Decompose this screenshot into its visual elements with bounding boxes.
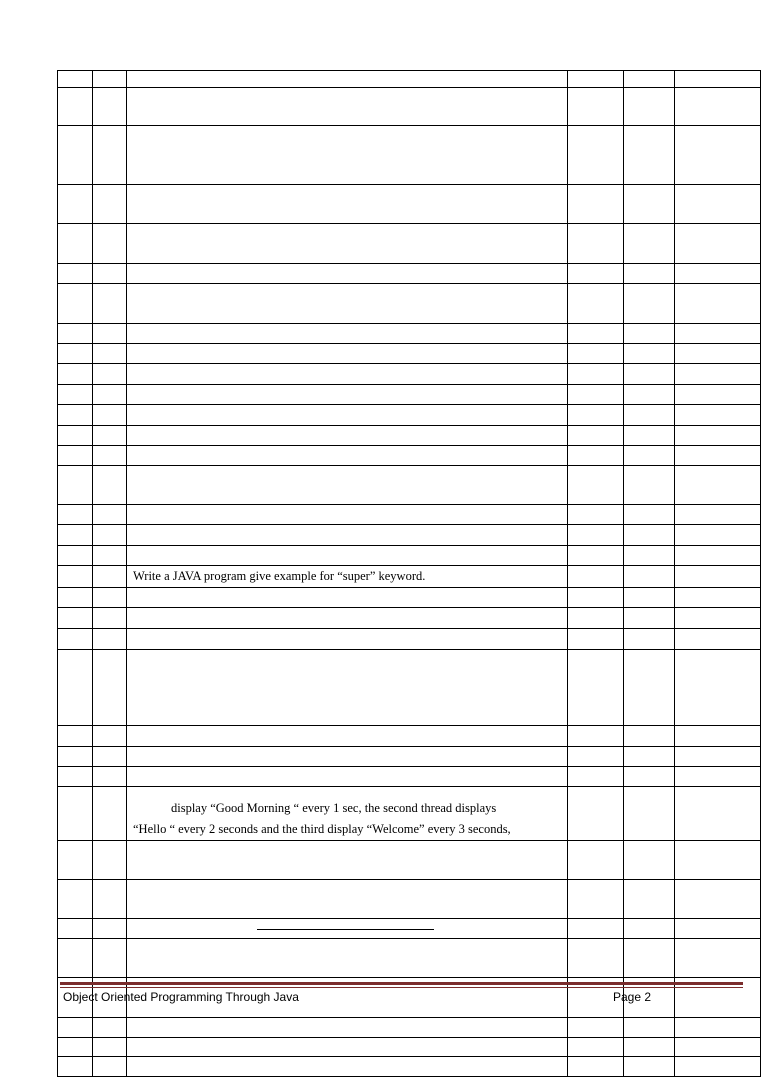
week-cell xyxy=(93,71,127,88)
date-cell xyxy=(568,566,624,588)
table-row xyxy=(58,841,761,880)
remarks-cell xyxy=(675,608,761,629)
remarks-cell xyxy=(675,284,761,324)
footer-rule xyxy=(60,982,743,985)
date-cell xyxy=(568,650,624,726)
page-cell xyxy=(624,919,675,939)
description-cell xyxy=(127,767,568,787)
remarks-cell xyxy=(675,566,761,588)
date-cell xyxy=(568,405,624,426)
page-cell xyxy=(624,426,675,446)
remarks-cell xyxy=(675,939,761,978)
page-cell xyxy=(624,126,675,185)
table-row xyxy=(58,629,761,650)
week-cell xyxy=(93,88,127,126)
description-cell xyxy=(127,126,568,185)
remarks-cell xyxy=(675,264,761,284)
page-cell xyxy=(624,185,675,224)
remarks-cell xyxy=(675,919,761,939)
date-cell xyxy=(568,1038,624,1057)
description-cell xyxy=(127,787,568,841)
sno-cell xyxy=(58,224,93,264)
table-row xyxy=(58,1038,761,1057)
sno-cell xyxy=(58,588,93,608)
date-cell xyxy=(568,546,624,566)
week-cell xyxy=(93,344,127,364)
page-cell xyxy=(624,767,675,787)
table-row xyxy=(58,185,761,224)
remarks-cell xyxy=(675,126,761,185)
week-cell xyxy=(93,767,127,787)
page-cell xyxy=(624,939,675,978)
remarks-cell xyxy=(675,841,761,880)
remarks-cell xyxy=(675,364,761,385)
week-cell xyxy=(93,1057,127,1077)
table-row xyxy=(58,284,761,324)
week-cell xyxy=(93,466,127,505)
description-cell xyxy=(127,88,568,126)
date-cell xyxy=(568,88,624,126)
description-cell xyxy=(127,1018,568,1038)
table-row xyxy=(58,405,761,426)
page-cell xyxy=(624,588,675,608)
table-row xyxy=(58,1018,761,1038)
sno-cell xyxy=(58,939,93,978)
page-cell xyxy=(624,88,675,126)
description-cell xyxy=(127,324,568,344)
description-cell xyxy=(127,505,568,525)
week-cell xyxy=(93,284,127,324)
date-cell xyxy=(568,525,624,546)
date-cell xyxy=(568,726,624,747)
table-row xyxy=(58,880,761,919)
page-cell xyxy=(624,841,675,880)
remarks-cell xyxy=(675,1018,761,1038)
page-cell xyxy=(624,224,675,264)
description-cell xyxy=(127,566,568,588)
description-cell xyxy=(127,726,568,747)
remarks-cell xyxy=(675,324,761,344)
date-cell xyxy=(568,364,624,385)
sno-cell xyxy=(58,71,93,88)
page-cell xyxy=(624,629,675,650)
description-cell xyxy=(127,608,568,629)
date-cell xyxy=(568,284,624,324)
week-cell xyxy=(93,726,127,747)
date-cell xyxy=(568,344,624,364)
page-cell xyxy=(624,446,675,466)
table-row xyxy=(58,505,761,525)
page-cell xyxy=(624,525,675,546)
week-cell xyxy=(93,364,127,385)
remarks-cell xyxy=(675,426,761,446)
week-cell xyxy=(93,525,127,546)
description-cell xyxy=(127,405,568,426)
date-cell xyxy=(568,767,624,787)
table-row xyxy=(58,224,761,264)
week-cell xyxy=(93,939,127,978)
sno-cell xyxy=(58,629,93,650)
page-cell xyxy=(624,650,675,726)
remarks-cell xyxy=(675,1057,761,1077)
week-cell xyxy=(93,566,127,588)
description-cell xyxy=(127,224,568,264)
table-row xyxy=(58,608,761,629)
date-cell xyxy=(568,1018,624,1038)
table-row xyxy=(58,324,761,344)
remarks-cell xyxy=(675,224,761,264)
sno-cell xyxy=(58,880,93,919)
date-cell xyxy=(568,1057,624,1077)
table-row xyxy=(58,364,761,385)
description-cell xyxy=(127,650,568,726)
date-cell xyxy=(568,71,624,88)
page-cell xyxy=(624,1018,675,1038)
sno-cell xyxy=(58,284,93,324)
remarks-cell xyxy=(675,344,761,364)
table-row xyxy=(58,426,761,446)
remarks-cell xyxy=(675,588,761,608)
table-row xyxy=(58,446,761,466)
remarks-cell xyxy=(675,88,761,126)
description-cell xyxy=(127,284,568,324)
sno-cell xyxy=(58,608,93,629)
page-cell xyxy=(624,747,675,767)
page-cell xyxy=(624,71,675,88)
sno-cell xyxy=(58,787,93,841)
description-cell xyxy=(127,264,568,284)
page-cell xyxy=(624,1057,675,1077)
table-row xyxy=(58,767,761,787)
table-row xyxy=(58,264,761,284)
remarks-cell xyxy=(675,650,761,726)
footer-course-title: Object Oriented Programming Through Java xyxy=(63,990,299,1004)
week-cell xyxy=(93,324,127,344)
description-cell xyxy=(127,71,568,88)
table-row xyxy=(58,71,761,88)
page-cell xyxy=(624,364,675,385)
week-cell xyxy=(93,787,127,841)
page-cell xyxy=(624,546,675,566)
table-row xyxy=(58,566,761,588)
sno-cell xyxy=(58,505,93,525)
page-cell xyxy=(624,324,675,344)
footer-rule-thin xyxy=(60,987,743,988)
description-cell xyxy=(127,1057,568,1077)
week-cell xyxy=(93,224,127,264)
date-cell xyxy=(568,505,624,525)
table-row xyxy=(58,525,761,546)
page-cell xyxy=(624,566,675,588)
week-cell xyxy=(93,505,127,525)
description-cell xyxy=(127,364,568,385)
description-cell xyxy=(127,841,568,880)
week-cell xyxy=(93,446,127,466)
description-cell xyxy=(127,426,568,446)
date-cell xyxy=(568,608,624,629)
week-cell xyxy=(93,588,127,608)
date-cell xyxy=(568,880,624,919)
remarks-cell xyxy=(675,525,761,546)
sno-cell xyxy=(58,466,93,505)
remarks-cell xyxy=(675,466,761,505)
blank-underline xyxy=(257,929,434,930)
description-cell xyxy=(127,446,568,466)
week-cell xyxy=(93,841,127,880)
remarks-cell xyxy=(675,767,761,787)
remarks-cell xyxy=(675,629,761,650)
week-cell xyxy=(93,264,127,284)
description-cell xyxy=(127,629,568,650)
week-cell xyxy=(93,185,127,224)
week-cell xyxy=(93,546,127,566)
remarks-cell xyxy=(675,880,761,919)
date-cell xyxy=(568,224,624,264)
remarks-cell xyxy=(675,385,761,405)
date-cell xyxy=(568,264,624,284)
sno-cell xyxy=(58,546,93,566)
table-row xyxy=(58,726,761,747)
sno-cell xyxy=(58,747,93,767)
description-cell xyxy=(127,880,568,919)
date-cell xyxy=(568,787,624,841)
sno-cell xyxy=(58,566,93,588)
description-cell xyxy=(127,344,568,364)
page-cell xyxy=(624,1038,675,1057)
table-row xyxy=(58,466,761,505)
page-cell xyxy=(624,505,675,525)
date-cell xyxy=(568,446,624,466)
sno-cell xyxy=(58,650,93,726)
footer-page-number: Page 2 xyxy=(613,990,652,1004)
task-thread-line-2: “Hello “ every 2 seconds and the third display “Welcome” every 3 seconds, xyxy=(133,822,511,836)
page-cell xyxy=(624,385,675,405)
week-cell xyxy=(93,880,127,919)
sno-cell xyxy=(58,264,93,284)
remarks-cell xyxy=(675,71,761,88)
sno-cell xyxy=(58,385,93,405)
table-row xyxy=(58,787,761,841)
sno-cell xyxy=(58,405,93,426)
week-cell xyxy=(93,650,127,726)
week-cell xyxy=(93,385,127,405)
sno-cell xyxy=(58,1057,93,1077)
sno-cell xyxy=(58,841,93,880)
date-cell xyxy=(568,919,624,939)
sno-cell xyxy=(58,1038,93,1057)
sno-cell xyxy=(58,344,93,364)
date-cell xyxy=(568,126,624,185)
sno-cell xyxy=(58,88,93,126)
sno-cell xyxy=(58,525,93,546)
date-cell xyxy=(568,747,624,767)
date-cell xyxy=(568,841,624,880)
page-cell xyxy=(624,405,675,426)
task-thread-line-1: display “Good Morning “ every 1 sec, the second thread displays xyxy=(171,801,497,815)
table-row xyxy=(58,747,761,767)
sno-cell xyxy=(58,446,93,466)
sno-cell xyxy=(58,126,93,185)
description-cell xyxy=(127,525,568,546)
page-cell xyxy=(624,726,675,747)
date-cell xyxy=(568,588,624,608)
week-cell xyxy=(93,608,127,629)
experiment-list-table xyxy=(57,70,761,1077)
page-cell xyxy=(624,608,675,629)
table-row xyxy=(58,588,761,608)
remarks-cell xyxy=(675,405,761,426)
page-cell xyxy=(624,344,675,364)
task-super-keyword: Write a JAVA program give example for “super” keyword. xyxy=(133,569,426,583)
table-row xyxy=(58,650,761,726)
description-cell xyxy=(127,466,568,505)
description-cell xyxy=(127,185,568,224)
remarks-cell xyxy=(675,505,761,525)
week-cell xyxy=(93,1038,127,1057)
page-cell xyxy=(624,880,675,919)
page-cell xyxy=(624,466,675,505)
description-cell xyxy=(127,588,568,608)
remarks-cell xyxy=(675,1038,761,1057)
date-cell xyxy=(568,629,624,650)
sno-cell xyxy=(58,767,93,787)
table-body xyxy=(58,71,761,1077)
date-cell xyxy=(568,466,624,505)
week-cell xyxy=(93,747,127,767)
week-cell xyxy=(93,126,127,185)
sno-cell xyxy=(58,1018,93,1038)
date-cell xyxy=(568,939,624,978)
date-cell xyxy=(568,185,624,224)
description-cell xyxy=(127,385,568,405)
table-row xyxy=(58,1057,761,1077)
week-cell xyxy=(93,919,127,939)
remarks-cell xyxy=(675,787,761,841)
remarks-cell xyxy=(675,185,761,224)
sno-cell xyxy=(58,919,93,939)
page-cell xyxy=(624,284,675,324)
table-row xyxy=(58,88,761,126)
table-row xyxy=(58,385,761,405)
description-cell xyxy=(127,546,568,566)
week-cell xyxy=(93,405,127,426)
table-row xyxy=(58,546,761,566)
date-cell xyxy=(568,426,624,446)
sno-cell xyxy=(58,324,93,344)
week-cell xyxy=(93,426,127,446)
description-cell xyxy=(127,747,568,767)
remarks-cell xyxy=(675,546,761,566)
sno-cell xyxy=(58,426,93,446)
date-cell xyxy=(568,324,624,344)
sno-cell xyxy=(58,726,93,747)
remarks-cell xyxy=(675,726,761,747)
week-cell xyxy=(93,629,127,650)
sno-cell xyxy=(58,185,93,224)
description-cell xyxy=(127,939,568,978)
date-cell xyxy=(568,385,624,405)
description-cell xyxy=(127,1038,568,1057)
week-cell xyxy=(93,1018,127,1038)
page-cell xyxy=(624,787,675,841)
remarks-cell xyxy=(675,446,761,466)
table-row xyxy=(58,939,761,978)
remarks-cell xyxy=(675,747,761,767)
table-row xyxy=(58,126,761,185)
page-cell xyxy=(624,264,675,284)
table-row xyxy=(58,344,761,364)
sno-cell xyxy=(58,364,93,385)
